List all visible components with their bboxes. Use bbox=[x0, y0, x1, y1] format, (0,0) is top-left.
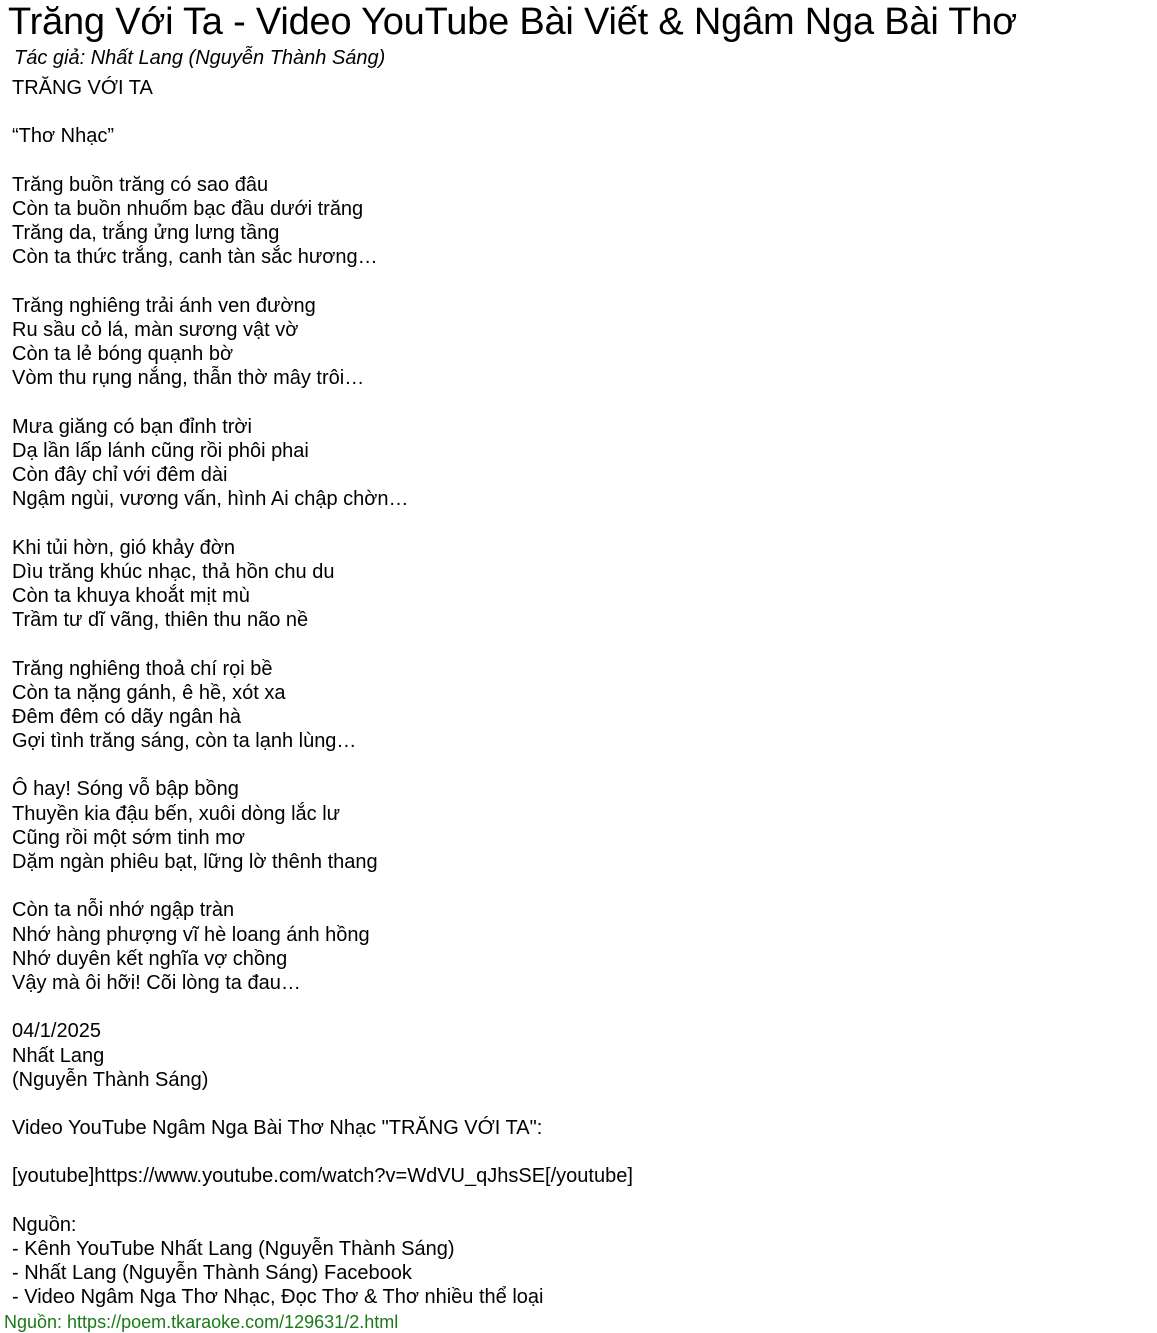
text-line: Ngậm ngùi, vương vấn, hình Ai chập chờn… bbox=[12, 488, 409, 511]
page-title: Trăng Với Ta - Video YouTube Bài Viết & Ngâm Nga Bài Thơ bbox=[8, 1, 1017, 43]
text-line: - Nhất Lang (Nguyễn Thành Sáng) Facebook bbox=[12, 1262, 412, 1285]
text-line: Vậy mà ôi hỡi! Cõi lòng ta đau… bbox=[12, 971, 301, 994]
text-line: Trầm tư dĩ vãng, thiên thu não nề bbox=[12, 609, 309, 632]
blank-line bbox=[12, 390, 1142, 414]
text-line: Còn ta thức trắng, canh tàn sắc hương… bbox=[12, 246, 378, 269]
text-line: Đêm đêm có dãy ngân hà bbox=[12, 705, 242, 728]
text-line: Khi tủi hờn, gió khảy đờn bbox=[12, 536, 236, 559]
blank-line bbox=[12, 511, 1142, 535]
blank-line bbox=[12, 149, 1142, 173]
blank-line bbox=[12, 632, 1142, 656]
text-line: Nhất Lang bbox=[12, 1044, 105, 1067]
text-line: Thuyền kia đậu bến, xuôi dòng lắc lư bbox=[12, 802, 341, 825]
text-line: Trăng nghiêng thoả chí rọi bề bbox=[12, 657, 273, 680]
text-line: 04/1/2025 bbox=[12, 1020, 101, 1043]
text-line: Dặm ngàn phiêu bạt, lững lờ thênh thang bbox=[12, 851, 378, 873]
blank-line bbox=[12, 1189, 1142, 1213]
blank-line bbox=[12, 1092, 1142, 1116]
blank-line bbox=[12, 753, 1142, 777]
text-line: (Nguyễn Thành Sáng) bbox=[12, 1068, 209, 1091]
text-line: Ru sầu cỏ lá, màn sương vật vờ bbox=[12, 318, 299, 341]
text-line: Nguồn: bbox=[12, 1213, 77, 1236]
text-line: Cũng rồi một sớm tinh mơ bbox=[12, 826, 245, 849]
text-line: Ô hay! Sóng vỗ bập bồng bbox=[12, 778, 239, 801]
text-line: “Thơ Nhạc” bbox=[12, 125, 115, 148]
text-line: Còn ta nặng gánh, ê hề, xót xa bbox=[12, 681, 286, 704]
text-line: Trăng buồn trăng có sao đâu bbox=[12, 173, 269, 196]
blank-line bbox=[12, 1140, 1142, 1164]
blank-line bbox=[12, 270, 1142, 294]
blank-line bbox=[12, 995, 1142, 1019]
text-line: [youtube]https://www.youtube.com/watch?v=WdVU_qJhsSE[/youtube] bbox=[12, 1165, 633, 1188]
text-line: Còn đây chỉ với đêm dài bbox=[12, 464, 228, 486]
text-line: Còn ta lẻ bóng quạnh bờ bbox=[12, 343, 234, 366]
author-line: Tác giả: Nhất Lang (Nguyễn Thành Sáng) bbox=[14, 47, 386, 69]
text-line: Gợi tình trăng sáng, còn ta lạnh lùng… bbox=[12, 730, 357, 753]
source-link[interactable]: Nguồn: https://poem.tkaraoke.com/129631/2.html bbox=[4, 1312, 399, 1332]
blank-line bbox=[12, 100, 1142, 124]
poem-content bbox=[12, 76, 1142, 1310]
text-line: - Kênh YouTube Nhất Lang (Nguyễn Thành Sáng) bbox=[12, 1238, 455, 1260]
text-line: - Video Ngâm Nga Thơ Nhạc, Đọc Thơ & Thơ nhiều thể loại bbox=[12, 1286, 544, 1309]
text-line: Nhớ duyên kết nghĩa vợ chồng bbox=[12, 947, 288, 970]
text-line: Còn ta nỗi nhớ ngập tràn bbox=[12, 899, 235, 922]
text-line: Mưa giăng có bạn đỉnh trời bbox=[12, 415, 252, 438]
text-line: Dạ lần lấp lánh cũng rồi phôi phai bbox=[12, 439, 309, 462]
text-line: Trăng nghiêng trải ánh ven đường bbox=[12, 294, 316, 317]
text-line: Trăng da, trắng ửng lưng tầng bbox=[12, 222, 280, 245]
text-line: Còn ta khuya khoắt mịt mù bbox=[12, 584, 250, 607]
text-line: Dìu trăng khúc nhạc, thả hồn chu du bbox=[12, 560, 335, 583]
text-line: TRĂNG VỚI TA bbox=[12, 77, 153, 99]
text-line: Vòm thu rụng nắng, thẫn thờ mây trôi… bbox=[12, 367, 365, 390]
text-line: Video YouTube Ngâm Nga Bài Thơ Nhạc "TRĂNG VỚI TA": bbox=[12, 1117, 543, 1140]
text-line: Nhớ hàng phượng vĩ hè loang ánh hồng bbox=[12, 923, 370, 946]
blank-line bbox=[12, 874, 1142, 898]
text-line: Còn ta buồn nhuốm bạc đầu dưới trăng bbox=[12, 197, 364, 220]
